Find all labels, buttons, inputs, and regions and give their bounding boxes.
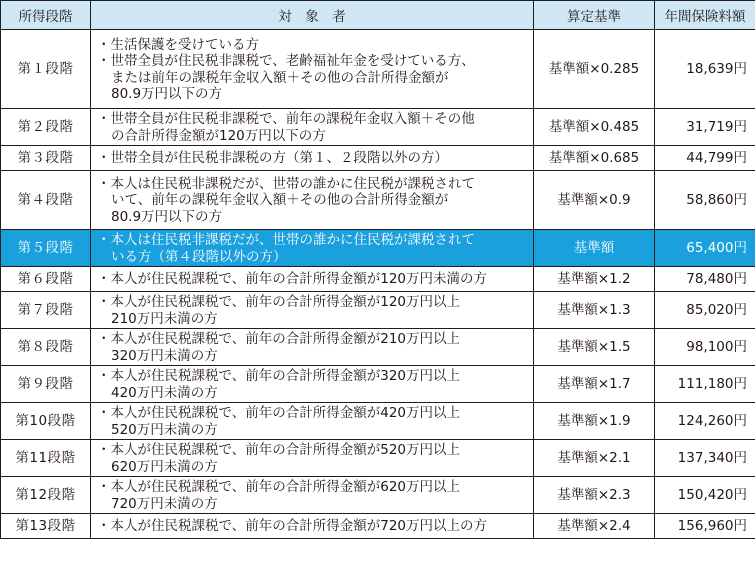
- basis-cell: 基準額×1.3: [534, 292, 655, 329]
- target-text-line: 720万円未満の方: [111, 495, 218, 512]
- table-row: [1, 267, 755, 292]
- target-text-line: ・本人が住民税課税で、前年の合計所得金額が120万円未満の方: [97, 271, 487, 288]
- table-body: [1, 30, 755, 539]
- target-text-line: 80.9万円以下の方: [111, 208, 223, 225]
- table-row: [1, 477, 755, 514]
- stage-cell: 第３段階: [1, 146, 91, 171]
- stage-cell: 第９段階: [1, 366, 91, 403]
- target-text-line: ・本人が住民税課税で、前年の合計所得金額が620万円以上: [97, 479, 460, 495]
- table-row: [1, 146, 755, 171]
- table-row: [1, 440, 755, 477]
- basis-cell: 基準額: [534, 230, 655, 267]
- basis-cell: 基準額×0.485: [534, 109, 655, 146]
- stage-cell: 第11段階: [1, 440, 91, 477]
- stage-cell: 第13段階: [1, 514, 91, 539]
- basis-cell: 基準額×1.5: [534, 329, 655, 366]
- target-cell: [91, 171, 534, 230]
- basis-cell: 基準額×1.7: [534, 366, 655, 403]
- target-text-line: の合計所得金額が120万円以下の方: [111, 127, 326, 144]
- target-cell: [91, 477, 534, 514]
- target-cell: [91, 30, 534, 109]
- target-cell: [91, 403, 534, 440]
- basis-cell: 基準額×2.4: [534, 514, 655, 539]
- target-text-line: ・世帯全員が住民税非課税で、前年の課税年金収入額＋その他: [97, 111, 475, 127]
- fee-cell: 85,020円: [655, 292, 755, 329]
- target-text-line: または前年の課税年金収入額＋その他の合計所得金額が: [111, 69, 449, 86]
- fee-cell: 65,400円: [655, 230, 755, 267]
- stage-cell: 第12段階: [1, 477, 91, 514]
- fee-cell: 98,100円: [655, 329, 755, 366]
- basis-cell: 基準額×1.9: [534, 403, 655, 440]
- basis-cell: 基準額×2.3: [534, 477, 655, 514]
- target-text-line: 520万円未満の方: [111, 421, 218, 438]
- target-text-line: ・本人が住民税課税で、前年の合計所得金額が210万円以上: [97, 331, 460, 347]
- target-text-line: いる方（第４段階以外の方）: [111, 248, 287, 265]
- fee-cell: 31,719円: [655, 109, 755, 146]
- fee-cell: 44,799円: [655, 146, 755, 171]
- fee-cell: 137,340円: [655, 440, 755, 477]
- header-basis: 算定基準: [534, 1, 655, 30]
- target-cell: [91, 230, 534, 267]
- target-text-line: ・本人が住民税課税で、前年の合計所得金額が320万円以上: [97, 368, 460, 384]
- target-cell: [91, 267, 534, 292]
- target-cell: [91, 329, 534, 366]
- table-row: [1, 230, 755, 267]
- target-cell: [91, 440, 534, 477]
- stage-cell: 第８段階: [1, 329, 91, 366]
- header-stage: 所得段階: [1, 1, 91, 30]
- basis-cell: 基準額×2.1: [534, 440, 655, 477]
- target-cell: [91, 109, 534, 146]
- fee-cell: 111,180円: [655, 366, 755, 403]
- table-row: [1, 514, 755, 539]
- basis-cell: 基準額×1.2: [534, 267, 655, 292]
- target-text-line: ・本人が住民税課税で、前年の合計所得金額が120万円以上: [97, 294, 460, 310]
- fee-cell: 150,420円: [655, 477, 755, 514]
- table-row: [1, 109, 755, 146]
- target-text-line: ・本人は住民税非課税だが、世帯の誰かに住民税が課税されて: [97, 232, 475, 248]
- fee-cell: 156,960円: [655, 514, 755, 539]
- target-cell: [91, 292, 534, 329]
- table-row: [1, 292, 755, 329]
- table-row: [1, 366, 755, 403]
- fee-cell: 18,639円: [655, 30, 755, 109]
- target-text-line: 80.9万円以下の方: [111, 86, 223, 102]
- target-text-line: 320万円未満の方: [111, 347, 218, 364]
- table-row: [1, 329, 755, 366]
- header-target: 対 象 者: [91, 1, 534, 30]
- table-header-row: [1, 1, 755, 30]
- stage-cell: 第７段階: [1, 292, 91, 329]
- target-cell: [91, 366, 534, 403]
- table-row: [1, 403, 755, 440]
- target-text-line: ・世帯全員が住民税非課税で、老齢福祉年金を受けている方、: [97, 53, 475, 69]
- target-text-line: ・世帯全員が住民税非課税の方（第１、２段階以外の方）: [97, 150, 448, 167]
- stage-cell: 第２段階: [1, 109, 91, 146]
- target-text-line: ・本人が住民税課税で、前年の合計所得金額が720万円以上の方: [97, 518, 487, 535]
- stage-cell: 第10段階: [1, 403, 91, 440]
- stage-cell: 第４段階: [1, 171, 91, 230]
- target-cell: [91, 146, 534, 171]
- target-text-line: ・生活保護を受けている方: [97, 36, 259, 53]
- target-text-line: いて、前年の課税年金収入額＋その他の合計所得金額が: [111, 192, 449, 209]
- target-text-line: ・本人が住民税課税で、前年の合計所得金額が420万円以上: [97, 405, 460, 421]
- stage-cell: 第５段階: [1, 230, 91, 267]
- target-text-line: 210万円未満の方: [111, 310, 218, 327]
- header-fee: 年間保険料額: [655, 1, 755, 30]
- target-text-line: 420万円未満の方: [111, 384, 218, 401]
- basis-cell: 基準額×0.285: [534, 30, 655, 109]
- stage-cell: 第６段階: [1, 267, 91, 292]
- basis-cell: 基準額×0.9: [534, 171, 655, 230]
- target-text-line: 620万円未満の方: [111, 458, 218, 475]
- basis-cell: 基準額×0.685: [534, 146, 655, 171]
- table-row: [1, 30, 755, 109]
- fee-cell: 124,260円: [655, 403, 755, 440]
- target-cell: [91, 514, 534, 539]
- target-text-line: ・本人は住民税非課税だが、世帯の誰かに住民税が課税されて: [97, 175, 475, 192]
- target-text-line: ・本人が住民税課税で、前年の合計所得金額が520万円以上: [97, 442, 460, 458]
- table-row: [1, 171, 755, 230]
- fee-cell: 78,480円: [655, 267, 755, 292]
- stage-cell: 第１段階: [1, 30, 91, 109]
- fee-cell: 58,860円: [655, 171, 755, 230]
